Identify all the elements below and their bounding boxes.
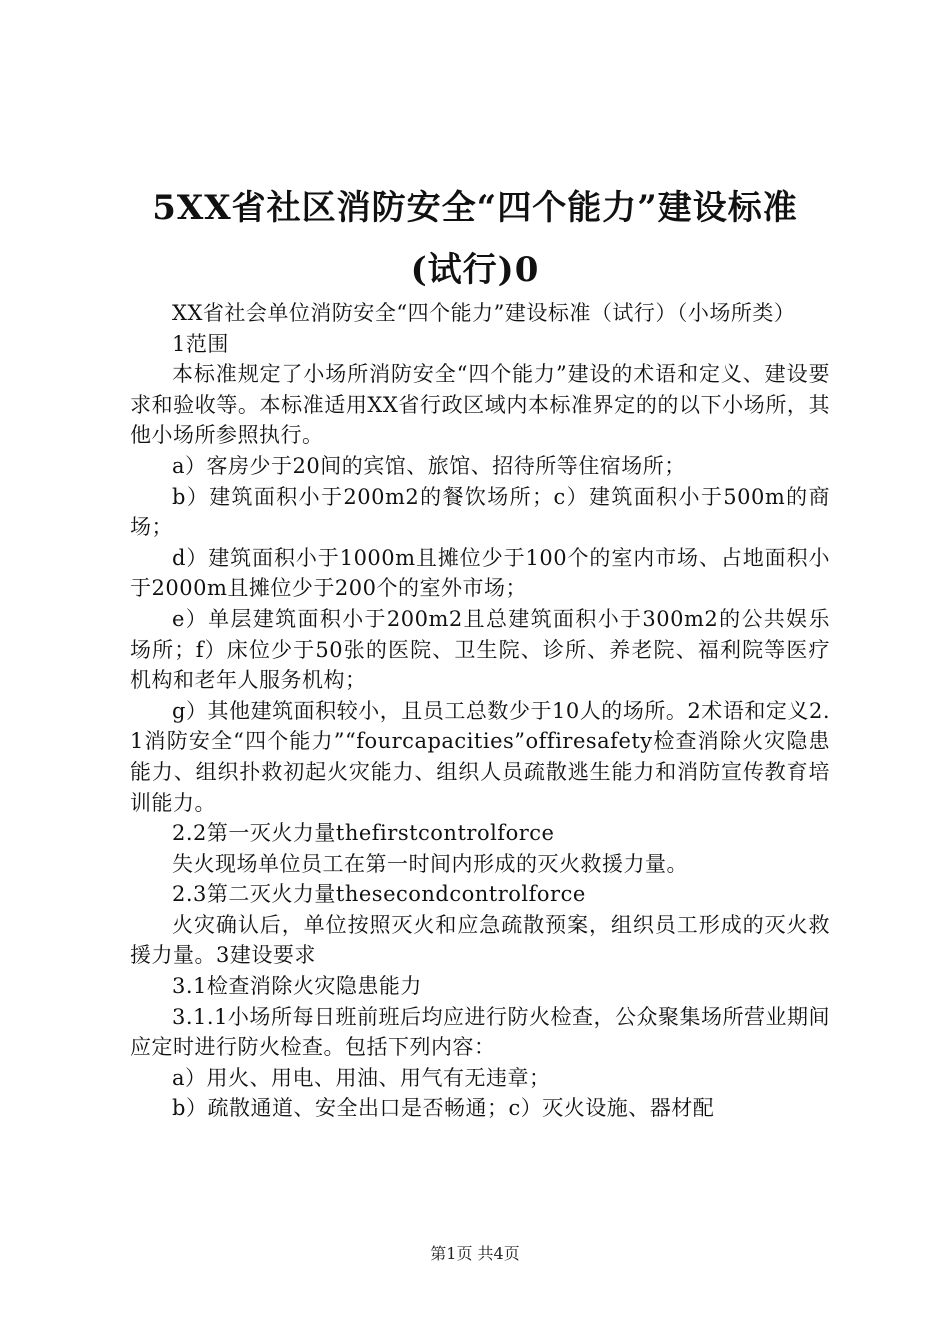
paragraph: g）其他建筑面积较小，且员工总数少于10人的场所。2术语和定义2.1消防安全“四个能力”“fourcapacities”offiresafety检查消除火灾隐患能力、组织扑救初起火灾能力、组织人员疏散逃生能力和消防宣传教育培训能力。: [130, 698, 830, 815]
paragraph: 2.2第一灭火力量thefirstcontrolforce: [172, 821, 555, 846]
paragraph: 3.1.1小场所每日班前班后均应进行防火检查，公众聚集场所营业期间应定时进行防火检查。包括下列内容：: [130, 1004, 830, 1060]
document-title-line-2: (试行)0: [410, 250, 540, 290]
paragraph: a）客房少于20间的宾馆、旅馆、招待所等住宿场所；: [172, 453, 686, 478]
paragraph: b）建筑面积小于200m2的餐饮场所；c）建筑面积小于500m的商场；: [130, 484, 830, 540]
paragraph: 2.3第二灭火力量thesecondcontrolforce: [172, 882, 586, 907]
paragraph: 失火现场单位员工在第一时间内形成的灭火救援力量。: [172, 851, 688, 876]
paragraph: e）单层建筑面积小于200m2且总建筑面积小于300m2的公共娱乐场所；f）床位少于50张的医院、卫生院、诊所、养老院、福利院等医疗机构和老年人服务机构；: [130, 606, 830, 693]
paragraph: a）用火、用电、用油、用气有无违章；: [172, 1065, 551, 1090]
page-footer: 第1页 共4页: [430, 1244, 520, 1263]
paragraph: b）疏散通道、安全出口是否畅通；c）灭火设施、器材配: [172, 1096, 715, 1121]
paragraph: d）建筑面积小于1000m且摊位少于100个的室内市场、占地面积小于2000m且摊位少于200个的室外市场；: [130, 545, 830, 601]
paragraph: 1范围: [172, 331, 229, 356]
paragraph: 3.1检查消除火灾隐患能力: [172, 974, 422, 999]
document-title-line-1: 5XX省社区消防安全“四个能力”建设标准: [152, 188, 798, 228]
paragraph: 本标准规定了小场所消防安全“四个能力”建设的术语和定义、建设要求和验收等。本标准适用XX省行政区域内本标准界定的的以下小场所，其他小场所参照执行。: [130, 362, 830, 448]
paragraph: 火灾确认后，单位按照灭火和应急疏散预案，组织员工形成的灭火救援力量。3建设要求: [130, 912, 830, 968]
document-body: [130, 298, 830, 1124]
paragraph: XX省社会单位消防安全“四个能力”建设标准（试行）（小场所类）: [172, 301, 796, 325]
